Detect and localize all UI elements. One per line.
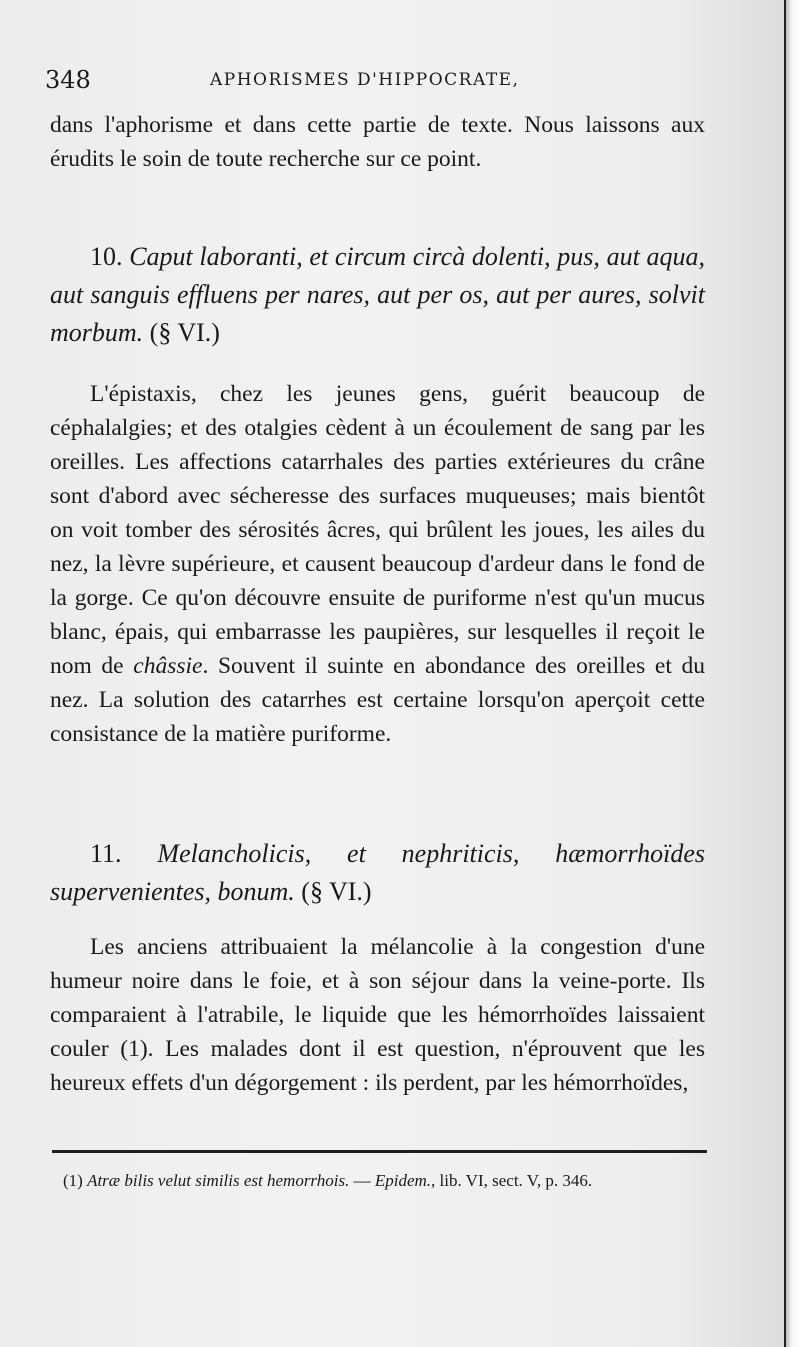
footnote-rule xyxy=(52,1150,707,1153)
page-header xyxy=(45,66,725,100)
footnote-source: Epidem. xyxy=(374,1171,432,1190)
aphorism-11 xyxy=(50,835,705,911)
footnote-marker: (1) xyxy=(63,1171,83,1190)
footnote-quote: Atræ bilis velut similis est hemorrhois. xyxy=(87,1171,350,1190)
page-number: 348 xyxy=(45,66,91,94)
italic-term: châssie xyxy=(133,653,203,679)
commentary-11: Les anciens attribuaient la mélancolie à la congestion d'une humeur noire dans le foie, et à son séjour dans la veine-porte. Ils comparaient à l'atrabile, le liquide que les hémorrhoïdes laissaient couler (1). Les malades dont il est question, n'éprouvent que les heureux effets d'un dégorgement : ils perdent, par les hémorrhoïdes, xyxy=(50,934,705,1096)
aphorism-reference: (§ VI.) xyxy=(149,318,220,347)
aphorism-reference: (§ VI.) xyxy=(301,877,372,906)
aphorism-number: 10. xyxy=(90,242,123,271)
commentary-text-end: . Souvent il suinte en abondance des oreilles et du nez. La solution des catarrhes est certaine lorsqu'on aperçoit cette consistance de la matière puriforme. xyxy=(50,653,705,747)
commentary-text: L'épistaxis, chez les jeunes gens, guérit beaucoup de céphalalgies; et des otalgies cèdent à un écoulement de sang par les oreilles. Les affections catarrhales des parties extérieures du crâne sont d'abord avec sécheresse des surfaces muqueuses; mais bientôt on voit tomber des sérosités âcres, qui brûlent les joues, les ailes du nez, la lèvre supérieure, et causent beaucoup d'ardeur dans le fond de la gorge. Ce qu'on découvre ensuite de puriforme n'est qu'un mucus blanc, épais, qui embarrasse les paupières, sur lesquelles il reçoit le nom de xyxy=(50,381,705,679)
aphorism-10 xyxy=(50,238,705,352)
continuation-paragraph: dans l'aphorisme et dans cette partie de texte. Nous laissons aux érudits le soin de toute recherche sur ce point. xyxy=(50,112,705,172)
footnote-location: , lib. VI, sect. V, p. 346. xyxy=(431,1171,593,1190)
aphorism-text: Caput laboranti, et circum circà dolenti, pus, aut aqua, aut sanguis effluens per nares, aut per os, aut per aures, solvit morbum. xyxy=(50,242,705,347)
commentary-10 xyxy=(50,377,705,751)
aphorism-text: Melancholicis, et nephriticis, hæmorrhoïdes supervenientes, bonum. xyxy=(50,839,705,906)
aphorism-number: 11. xyxy=(90,839,122,868)
footnote-dash: — xyxy=(349,1171,375,1190)
running-title: APHORISMES D'HIPPOCRATE, xyxy=(210,70,520,90)
page-edge xyxy=(784,0,800,1347)
footnote xyxy=(63,1168,708,1194)
